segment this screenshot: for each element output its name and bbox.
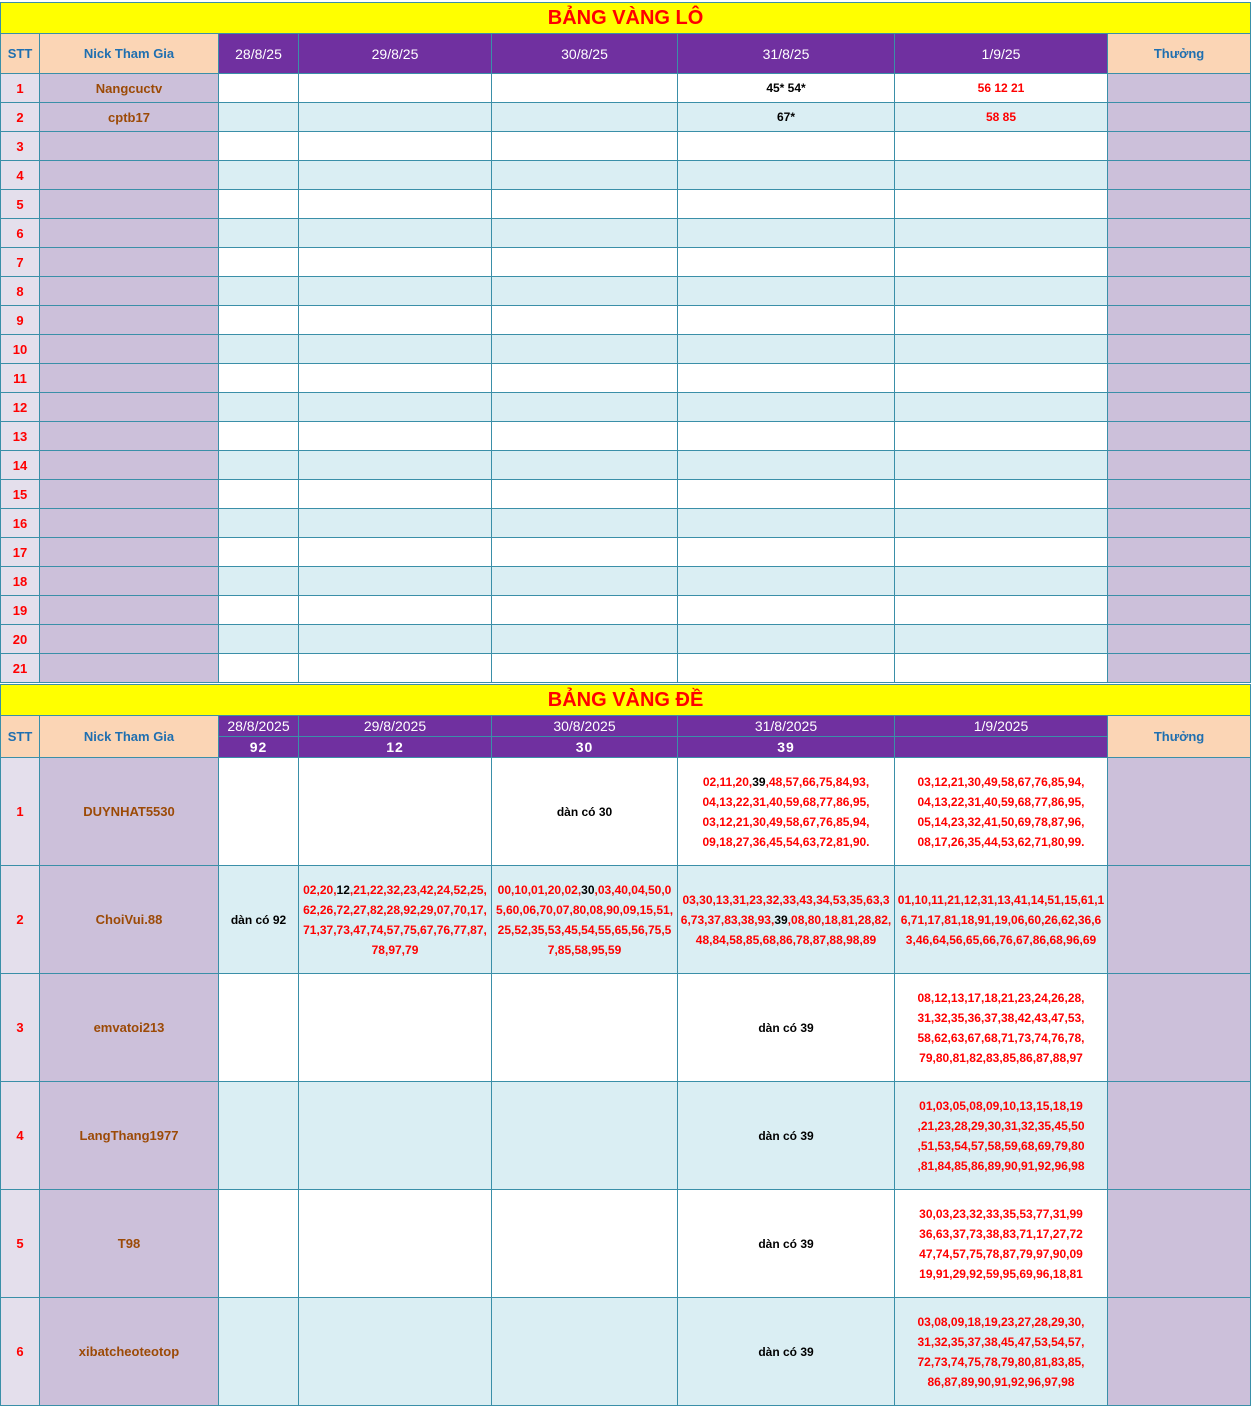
row-nick — [40, 451, 219, 480]
lo-cell — [492, 393, 678, 422]
de-header-date: 1/9/2025 — [895, 716, 1108, 737]
de-cell — [299, 1190, 492, 1298]
de-header-date: 29/8/2025 — [299, 716, 492, 737]
row-stt: 15 — [1, 480, 40, 509]
row-thuong — [1108, 1082, 1251, 1190]
de-title: BẢNG VÀNG ĐỀ — [1, 685, 1251, 716]
lo-cell — [299, 480, 492, 509]
lo-cell — [678, 248, 895, 277]
lo-row — [1, 103, 1251, 132]
de-number-list: 01,10,11,21,12,31,13,41,14,51,15,61,16,71,17,81,18,91,19,06,60,26,62,36,63,46,64,56,65,66,76,67,86,68,96,69 — [895, 866, 1108, 974]
lo-row — [1, 364, 1251, 393]
row-stt: 7 — [1, 248, 40, 277]
de-cell — [492, 1190, 678, 1298]
lo-cell — [895, 393, 1108, 422]
row-stt: 8 — [1, 277, 40, 306]
lo-cell — [492, 132, 678, 161]
de-result: 30 — [492, 737, 678, 758]
lo-cell — [219, 190, 299, 219]
row-nick — [40, 335, 219, 364]
row-stt: 3 — [1, 132, 40, 161]
row-stt: 4 — [1, 161, 40, 190]
lo-cell — [492, 509, 678, 538]
lo-cell — [895, 364, 1108, 393]
de-cell — [492, 1298, 678, 1406]
row-nick — [40, 132, 219, 161]
row-nick — [40, 480, 219, 509]
row-thuong — [1108, 625, 1251, 654]
row-nick — [40, 654, 219, 683]
lo-cell — [219, 219, 299, 248]
row-thuong — [1108, 654, 1251, 683]
lo-cell — [678, 161, 895, 190]
hit-number: 12 — [336, 882, 350, 897]
lo-cell — [492, 219, 678, 248]
row-thuong — [1108, 480, 1251, 509]
lo-cell — [895, 219, 1108, 248]
lo-header-date: 1/9/25 — [895, 34, 1108, 74]
lo-row — [1, 567, 1251, 596]
de-result: 12 — [299, 737, 492, 758]
lo-cell — [492, 625, 678, 654]
row-stt: 3 — [1, 974, 40, 1082]
de-number-list: 02,20,12,21,22,32,23,42,24,52,25,62,26,72,27,82,28,92,29,07,70,17,71,37,73,47,74,57,75,67,76,77,87,78,97,79 — [299, 866, 492, 974]
lo-cell — [299, 422, 492, 451]
de-header-date: 31/8/2025 — [678, 716, 895, 737]
lo-cell — [299, 219, 492, 248]
row-stt: 16 — [1, 509, 40, 538]
row-thuong — [1108, 248, 1251, 277]
de-cell — [492, 1082, 678, 1190]
lo-cell — [299, 306, 492, 335]
lo-cell — [678, 625, 895, 654]
row-nick: emvatoi213 — [40, 974, 219, 1082]
lo-cell — [492, 306, 678, 335]
de-number-list: 03,30,13,31,23,32,33,43,34,53,35,63,36,73,37,83,38,93,39,08,80,18,81,28,82,48,84,58,85,68,86,78,87,88,98,89 — [678, 866, 895, 974]
lo-cell — [678, 306, 895, 335]
lo-cell: 67* — [678, 103, 895, 132]
lo-cell — [219, 480, 299, 509]
lo-cell — [219, 103, 299, 132]
row-stt: 20 — [1, 625, 40, 654]
lo-cell — [219, 567, 299, 596]
lo-cell — [299, 393, 492, 422]
lo-cell — [299, 248, 492, 277]
row-thuong — [1108, 335, 1251, 364]
lo-cell — [219, 654, 299, 683]
lo-cell — [895, 451, 1108, 480]
lo-cell — [895, 190, 1108, 219]
lo-cell — [219, 625, 299, 654]
lo-cell — [492, 161, 678, 190]
lo-cell — [678, 596, 895, 625]
lo-row — [1, 335, 1251, 364]
row-thuong — [1108, 567, 1251, 596]
lo-cell — [678, 538, 895, 567]
row-stt: 5 — [1, 190, 40, 219]
lo-cell: 58 85 — [895, 103, 1108, 132]
de-row — [1, 1298, 1251, 1406]
lo-row — [1, 161, 1251, 190]
lo-cell — [299, 335, 492, 364]
lo-row — [1, 74, 1251, 103]
lo-cell — [492, 364, 678, 393]
lo-cell — [219, 422, 299, 451]
lo-cell — [678, 335, 895, 364]
lo-cell — [492, 103, 678, 132]
row-thuong — [1108, 758, 1251, 866]
lo-cell — [678, 393, 895, 422]
de-result: 39 — [678, 737, 895, 758]
de-cell — [219, 1082, 299, 1190]
de-header-date: 30/8/2025 — [492, 716, 678, 737]
lo-cell: 56 12 21 — [895, 74, 1108, 103]
lo-header-nick: Nick Tham Gia — [40, 34, 219, 74]
lo-cell — [299, 161, 492, 190]
row-stt: 17 — [1, 538, 40, 567]
de-number-list: 30,03,23,32,33,35,53,77,31,99 36,63,37,73,38,83,71,17,27,72 47,74,57,75,78,87,79,97,90,09 19,91,29,92,59,95,69,96,18,81 — [895, 1190, 1108, 1298]
row-nick — [40, 306, 219, 335]
lo-cell — [678, 567, 895, 596]
row-stt: 19 — [1, 596, 40, 625]
lo-cell — [299, 654, 492, 683]
row-stt: 18 — [1, 567, 40, 596]
de-number-list: 02,11,20,39,48,57,66,75,84,93, 04,13,22,31,40,59,68,77,86,95, 03,12,21,30,49,58,67,76,85,94, 09,18,27,36,45,54,63,72,81,90. — [678, 758, 895, 866]
de-row — [1, 758, 1251, 866]
de-cell — [299, 1298, 492, 1406]
lo-header-date: 31/8/25 — [678, 34, 895, 74]
de-number-list: 03,08,09,18,19,23,27,28,29,30, 31,32,35,37,38,45,47,53,54,57, 72,73,74,75,78,79,80,81,83,85, 86,87,89,90,91,92,96,97,98 — [895, 1298, 1108, 1406]
row-thuong — [1108, 1190, 1251, 1298]
lo-cell — [678, 364, 895, 393]
de-row — [1, 1082, 1251, 1190]
lo-cell — [492, 277, 678, 306]
de-number-list: 01,03,05,08,09,10,13,15,18,19 ,21,23,28,29,30,31,32,35,45,50 ,51,53,54,57,58,59,68,69,79,80 ,81,84,85,86,89,90,91,92,96,98 — [895, 1082, 1108, 1190]
lo-cell — [492, 567, 678, 596]
row-stt: 2 — [1, 866, 40, 974]
row-thuong — [1108, 974, 1251, 1082]
de-cell — [299, 758, 492, 866]
lo-cell — [895, 567, 1108, 596]
row-nick — [40, 625, 219, 654]
lo-table — [0, 2, 1251, 683]
lo-row — [1, 248, 1251, 277]
row-thuong — [1108, 509, 1251, 538]
lo-cell — [492, 74, 678, 103]
lo-row — [1, 625, 1251, 654]
lo-cell — [219, 509, 299, 538]
de-cell — [219, 758, 299, 866]
de-number-list: 03,12,21,30,49,58,67,76,85,94, 04,13,22,31,40,59,68,77,86,95, 05,14,23,32,41,50,69,78,87,96, 08,17,26,35,44,53,62,71,80,99. — [895, 758, 1108, 866]
row-nick: cptb17 — [40, 103, 219, 132]
row-nick — [40, 422, 219, 451]
row-nick — [40, 161, 219, 190]
lo-cell — [299, 103, 492, 132]
row-nick: T98 — [40, 1190, 219, 1298]
de-header-nick: Nick Tham Gia — [40, 716, 219, 758]
lo-row — [1, 509, 1251, 538]
de-row — [1, 866, 1251, 974]
row-stt: 6 — [1, 219, 40, 248]
row-thuong — [1108, 538, 1251, 567]
de-cell: dàn có 30 — [492, 758, 678, 866]
row-thuong — [1108, 74, 1251, 103]
hit-number: 39 — [774, 912, 788, 927]
lo-cell — [678, 509, 895, 538]
de-row — [1, 974, 1251, 1082]
row-thuong — [1108, 393, 1251, 422]
de-cell — [219, 1298, 299, 1406]
lo-row — [1, 422, 1251, 451]
row-thuong — [1108, 451, 1251, 480]
de-number-list: 08,12,13,17,18,21,23,24,26,28, 31,32,35,36,37,38,42,43,47,53, 58,62,63,67,68,71,73,74,76,78, 79,80,81,82,83,85,86,87,88,97 — [895, 974, 1108, 1082]
row-nick — [40, 393, 219, 422]
de-cell: dàn có 39 — [678, 1190, 895, 1298]
lo-cell — [219, 451, 299, 480]
lo-row — [1, 306, 1251, 335]
row-stt: 1 — [1, 74, 40, 103]
lo-cell — [895, 625, 1108, 654]
lo-cell — [299, 509, 492, 538]
row-nick — [40, 567, 219, 596]
lo-cell — [678, 422, 895, 451]
lo-cell — [219, 74, 299, 103]
row-nick — [40, 538, 219, 567]
lo-row — [1, 654, 1251, 683]
row-stt: 1 — [1, 758, 40, 866]
lo-cell — [492, 335, 678, 364]
row-nick: Nangcuctv — [40, 74, 219, 103]
de-header-stt: STT — [1, 716, 40, 758]
de-result — [895, 737, 1108, 758]
lo-cell — [492, 190, 678, 219]
row-stt: 10 — [1, 335, 40, 364]
lo-row — [1, 538, 1251, 567]
lo-cell — [299, 364, 492, 393]
de-result: 92 — [219, 737, 299, 758]
row-stt: 2 — [1, 103, 40, 132]
row-stt: 6 — [1, 1298, 40, 1406]
lo-cell — [895, 335, 1108, 364]
lo-cell: 45* 54* — [678, 74, 895, 103]
lo-header-date: 28/8/25 — [219, 34, 299, 74]
row-nick — [40, 509, 219, 538]
row-thuong — [1108, 161, 1251, 190]
lo-cell — [678, 654, 895, 683]
row-nick — [40, 190, 219, 219]
lo-header-stt: STT — [1, 34, 40, 74]
lo-cell — [219, 335, 299, 364]
lo-row — [1, 277, 1251, 306]
lo-row — [1, 132, 1251, 161]
row-thuong — [1108, 596, 1251, 625]
lo-cell — [895, 248, 1108, 277]
lo-cell — [895, 422, 1108, 451]
lo-cell — [219, 277, 299, 306]
row-thuong — [1108, 866, 1251, 974]
lo-row — [1, 451, 1251, 480]
lo-cell — [678, 277, 895, 306]
lo-cell — [299, 132, 492, 161]
lo-cell — [299, 451, 492, 480]
lo-cell — [219, 306, 299, 335]
lo-cell — [895, 306, 1108, 335]
lo-cell — [895, 596, 1108, 625]
lo-cell — [895, 509, 1108, 538]
row-thuong — [1108, 364, 1251, 393]
lo-cell — [895, 132, 1108, 161]
lo-row — [1, 480, 1251, 509]
lo-cell — [219, 364, 299, 393]
lo-cell — [219, 393, 299, 422]
lo-cell — [299, 567, 492, 596]
lo-row — [1, 596, 1251, 625]
lo-row — [1, 219, 1251, 248]
lo-cell — [299, 277, 492, 306]
hit-number: 30 — [581, 882, 595, 897]
lo-title: BẢNG VÀNG LÔ — [1, 3, 1251, 34]
lo-row — [1, 393, 1251, 422]
row-stt: 9 — [1, 306, 40, 335]
lo-cell — [492, 654, 678, 683]
lo-cell — [299, 74, 492, 103]
row-stt: 4 — [1, 1082, 40, 1190]
de-cell — [299, 974, 492, 1082]
lo-cell — [299, 190, 492, 219]
de-cell: dàn có 92 — [219, 866, 299, 974]
row-thuong — [1108, 103, 1251, 132]
lo-cell — [219, 161, 299, 190]
lo-cell — [895, 277, 1108, 306]
lo-row — [1, 190, 1251, 219]
de-header-date: 28/8/2025 — [219, 716, 299, 737]
de-header-thuong: Thưởng — [1108, 716, 1251, 758]
lo-cell — [219, 596, 299, 625]
row-thuong — [1108, 277, 1251, 306]
row-stt: 12 — [1, 393, 40, 422]
row-thuong — [1108, 190, 1251, 219]
lo-cell — [678, 219, 895, 248]
lo-cell — [299, 596, 492, 625]
lo-cell — [678, 132, 895, 161]
row-nick — [40, 219, 219, 248]
de-cell: dàn có 39 — [678, 974, 895, 1082]
lo-cell — [895, 654, 1108, 683]
lo-cell — [219, 132, 299, 161]
row-stt: 21 — [1, 654, 40, 683]
row-thuong — [1108, 422, 1251, 451]
row-nick: xibatcheoteotop — [40, 1298, 219, 1406]
lo-cell — [895, 480, 1108, 509]
row-nick — [40, 277, 219, 306]
row-stt: 5 — [1, 1190, 40, 1298]
row-nick — [40, 596, 219, 625]
lo-cell — [678, 480, 895, 509]
lo-cell — [219, 538, 299, 567]
de-row — [1, 1190, 1251, 1298]
row-nick: ChoiVui.88 — [40, 866, 219, 974]
row-thuong — [1108, 306, 1251, 335]
lo-cell — [492, 422, 678, 451]
lo-cell — [492, 596, 678, 625]
de-number-list: 00,10,01,20,02,30,03,40,04,50,05,60,06,70,07,80,08,90,09,15,51,25,52,35,53,45,54,55,65,56,75,57,85,58,95,59 — [492, 866, 678, 974]
lo-header-date: 30/8/25 — [492, 34, 678, 74]
de-cell: dàn có 39 — [678, 1298, 895, 1406]
row-nick — [40, 248, 219, 277]
de-cell: dàn có 39 — [678, 1082, 895, 1190]
lo-cell — [492, 538, 678, 567]
row-thuong — [1108, 219, 1251, 248]
lo-cell — [299, 625, 492, 654]
de-cell — [299, 1082, 492, 1190]
row-nick — [40, 364, 219, 393]
lo-cell — [895, 161, 1108, 190]
lo-cell — [678, 451, 895, 480]
lo-header-thuong: Thưởng — [1108, 34, 1251, 74]
lo-cell — [299, 538, 492, 567]
lo-cell — [219, 248, 299, 277]
hit-number: 39 — [752, 774, 766, 789]
row-stt: 14 — [1, 451, 40, 480]
row-nick: LangThang1977 — [40, 1082, 219, 1190]
de-table — [0, 684, 1251, 1406]
lo-cell — [492, 451, 678, 480]
row-stt: 13 — [1, 422, 40, 451]
de-cell — [219, 974, 299, 1082]
lo-cell — [492, 248, 678, 277]
de-cell — [492, 974, 678, 1082]
lo-header-date: 29/8/25 — [299, 34, 492, 74]
lo-cell — [895, 538, 1108, 567]
lo-cell — [678, 190, 895, 219]
lo-cell — [492, 480, 678, 509]
row-thuong — [1108, 1298, 1251, 1406]
row-stt: 11 — [1, 364, 40, 393]
row-nick: DUYNHAT5530 — [40, 758, 219, 866]
de-cell — [219, 1190, 299, 1298]
row-thuong — [1108, 132, 1251, 161]
